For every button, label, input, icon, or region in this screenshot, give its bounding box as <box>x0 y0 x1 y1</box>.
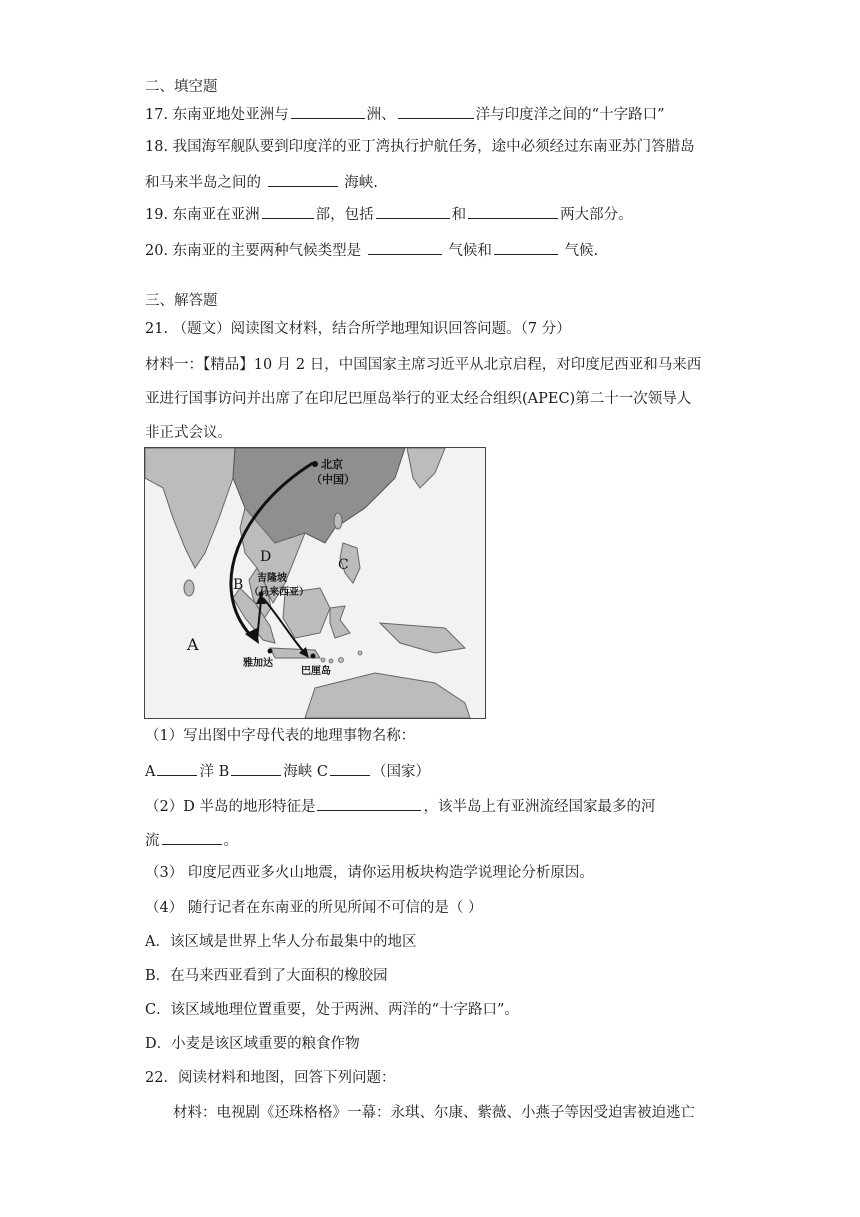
letter-C: C <box>338 557 349 573</box>
q19-text: 两大部分。 <box>560 207 633 223</box>
question-22-title: 22．阅读材料和地图，回答下列问题： <box>145 1070 396 1086</box>
q21-option-d[interactable]: D．小麦是该区域重要的粮食作物 <box>145 1036 360 1052</box>
q20-text: 20. 东南亚的主要两种气候类型是 <box>145 243 366 259</box>
q21-sub1-text: A <box>145 764 156 780</box>
q21-option-b[interactable]: B．在马来西亚看到了大面积的橡胶园 <box>145 968 388 984</box>
q21-option-a[interactable]: A．该区域是世界上华人分布最集中的地区 <box>145 934 417 950</box>
section-title-fill-in: 二、填空题 <box>145 79 218 95</box>
q21-sub2-line-1 <box>145 796 655 817</box>
q20-blank-1[interactable] <box>368 240 442 255</box>
q21-blank-B[interactable] <box>231 761 281 776</box>
q17-blank-1[interactable] <box>291 104 365 119</box>
section-title-answer: 三、解答题 <box>145 293 218 309</box>
q21-sub2-text: （2）D 半岛的地形特征是 <box>145 799 316 815</box>
q19-blank-1[interactable] <box>262 204 314 219</box>
sri-lanka-landmass <box>184 580 194 596</box>
question-19 <box>145 204 633 225</box>
q21-blank-river[interactable] <box>162 830 222 845</box>
q19-blank-2[interactable] <box>376 204 450 219</box>
bali-dot <box>311 654 316 659</box>
q21-sub2-text: 。 <box>223 833 238 849</box>
q19-blank-3[interactable] <box>468 204 558 219</box>
question-21-title: 21. （题文）阅读图文材料，结合所学地理知识回答问题。（7 分） <box>145 321 571 337</box>
q17-text: 洲、 <box>366 107 396 123</box>
letter-D: D <box>260 549 272 565</box>
kualalumpur-label: 吉隆坡 <box>257 573 287 584</box>
q21-material-line-2: 亚进行国事访问并出席了在印尼巴厘岛举行的亚太经合组织(APEC)第二十一次领导人 <box>145 391 692 407</box>
q20-blank-2[interactable] <box>494 240 558 255</box>
q18-blank[interactable] <box>268 172 338 187</box>
jakarta-label: 雅加达 <box>243 658 273 669</box>
q21-option-c[interactable]: C．该区域地理位置重要，处于两洲、两洋的“十字路口”。 <box>145 1002 519 1018</box>
q19-text: 部，包括 <box>315 207 374 223</box>
q22-material: 材料：电视剧《还珠格格》一幕：永琪、尔康、紫薇、小燕子等因受迫害被迫逃亡 <box>173 1105 695 1121</box>
malaysia-label: （马来西亚） <box>249 587 309 598</box>
q21-sub1-title: （1）写出图中字母代表的地理事物名称： <box>145 728 416 744</box>
q21-blank-D-terrain[interactable] <box>317 796 421 811</box>
taiwan-landmass <box>334 513 342 529</box>
q21-sub3: （3） 印度尼西亚多火山地震，请你运用板块构造学说理论分析原因。 <box>145 865 594 881</box>
q19-text: 和 <box>451 207 467 223</box>
question-18-line-1: 18. 我国海军舰队要到印度洋的亚丁湾执行护航任务，途中必须经过东南亚苏门答腊岛 <box>145 139 695 155</box>
q21-sub1-answers <box>145 761 430 782</box>
q21-material-line-1: 材料一：【精品】10 月 2 日，中国国家主席习近平从北京启程，对印度尼西亚和马来西 <box>145 357 702 373</box>
q18-text: 海峡. <box>339 175 378 191</box>
jakarta-dot <box>268 649 273 654</box>
q21-sub2-text: ，该半岛上有亚洲流经国家最多的河 <box>423 799 656 815</box>
q21-sub2-line-2 <box>145 830 238 851</box>
q21-material-line-3: 非正式会议。 <box>145 425 232 441</box>
q21-blank-A[interactable] <box>157 761 197 776</box>
beijing-label: 北京 <box>321 458 343 471</box>
q21-sub4: （4） 随行记者在东南亚的所见所闻不可信的是（ ） <box>145 900 483 916</box>
q21-sub1-text: （国家） <box>371 764 430 780</box>
q21-sub1-text: 海峡 C <box>283 764 328 780</box>
q17-text: 17. 东南亚地处亚洲与 <box>145 107 289 123</box>
china-label: （中国） <box>311 473 355 486</box>
q17-text: 洋与印度洋之间的“十字路口” <box>475 107 665 123</box>
q21-blank-C[interactable] <box>330 761 370 776</box>
q18-text: 和马来半岛之间的 <box>145 175 266 191</box>
question-20 <box>145 240 598 261</box>
q21-sub2-text: 流 <box>145 833 160 849</box>
question-18-line-2 <box>145 172 378 193</box>
letter-B: B <box>233 577 244 593</box>
q17-blank-2[interactable] <box>398 104 474 119</box>
southeast-asia-map <box>144 447 486 719</box>
q21-sub1-text: 洋 B <box>199 764 230 780</box>
q20-text: 气候和 <box>443 243 492 259</box>
q20-text: 气候. <box>559 243 599 259</box>
beijing-dot <box>312 461 318 467</box>
letter-A: A <box>187 635 199 654</box>
q19-text: 19. 东南亚在亚洲 <box>145 207 260 223</box>
question-17 <box>145 104 665 125</box>
bali-label: 巴厘岛 <box>301 666 331 677</box>
